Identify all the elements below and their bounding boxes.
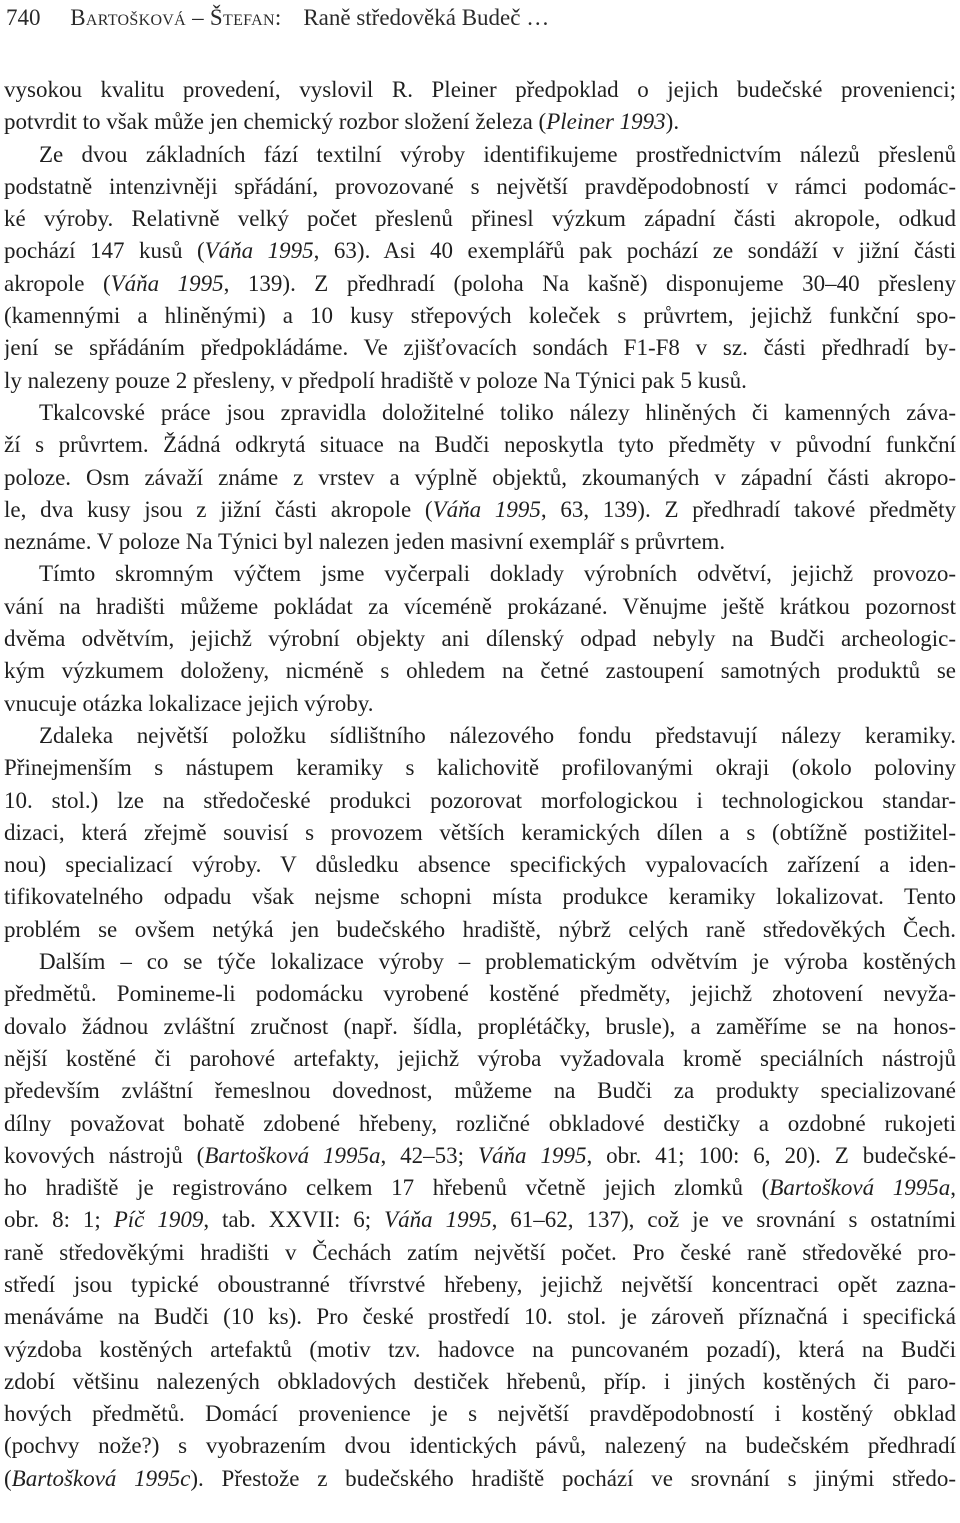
text-line: akropole (Váňa 1995, 139). Z předhradí (poloha Na kašně) disponujeme 30–40 přesleny xyxy=(4,270,956,296)
text-line: 10. stol.) lze na středočeské produkci pozorovat morfologickou i technologickou standar- xyxy=(4,787,956,813)
text-line: vysokou kvalitu provedení, vyslovil R. Pleiner předpoklad o jejich budečské provenienci; xyxy=(4,77,956,102)
header-title: Raně středověká Budeč … xyxy=(303,5,550,30)
text-line: le, dva kusy jsou z jižní části akropole (Váňa 1995, 63, 139). Z předhradí takové předměty xyxy=(4,496,956,522)
text-line: kým výzkumem doloženy, nicméně s ohledem na četné zastoupení samotných produktů se xyxy=(4,658,956,684)
text-line: dvěma odvětvím, jejichž výrobní objekty ani dílenský odpad nebyly na Budči archeologic- xyxy=(4,626,956,652)
text-line: obr. 8: 1; Píč 1909, tab. XXVII: 6; Váňa 1995, 61–62, 137), což je ve srovnání s ostatními xyxy=(4,1207,956,1233)
text-line: středí jsou typické oboustranné třívrstvé hřebeny, jejichž největší koncentraci opět zazna- xyxy=(4,1271,956,1297)
text-line: neznáme. V poloze Na Týnici byl nalezen jeden masivní exemplář s průvrtem. xyxy=(4,529,726,555)
text-line: (kamennými a hliněnými) a 10 kusy střepových koleček s průvrtem, jejichž funkční spo- xyxy=(4,303,956,329)
text-line: ho hradiště je registrováno celkem 17 hřebenů včetně jejich zlomků (Bartošková 1995a, xyxy=(4,1175,956,1201)
text-line: (pochvy nože?) s vyobrazením dvou identických pávů, nalezený na budečském předhradí xyxy=(4,1433,956,1459)
text-line: nější kostěné či parohové artefakty, jejichž výroba vyžadovala kromě speciálních nástrojů xyxy=(4,1045,956,1071)
text-line: dizaci, která zřejmě souvisí s provozem větších keramických dílen a s (obtížně postižitel- xyxy=(4,819,956,845)
text-line: jení se spřádáním předpokládáme. Ve zjišťovacích sondách F1-F8 v sz. části předhradí by- xyxy=(4,335,956,361)
text-line: (Bartošková 1995c). Přestože z budečského hradiště pochází ve srovnání s jinými středo- xyxy=(4,1465,956,1491)
text-line: Přinejmenším s nástupem keramiky s kalichovitě profilovanými okraji (okolo poloviny xyxy=(4,755,956,781)
text-line: hových předmětů. Domácí provenience je s největší pravděpodobností i kostěný obklad xyxy=(4,1401,956,1427)
text-line: ly nalezeny pouze 2 přesleny, v předpolí hradiště v poloze Na Týnici pak 5 kusů. xyxy=(4,367,747,393)
text-line: raně středověkými hradišti v Čechách zatím největší počet. Pro české raně středověké pro- xyxy=(4,1239,956,1265)
text-line: vání na hradišti můžeme pokládat za víceméně prokázané. Věnujme ještě krátkou pozornost xyxy=(4,593,956,619)
text-line: dílny považovat bohatě zdobené hřebeny, rozličné obkladové destičky a ozdobné rukojeti xyxy=(4,1110,956,1136)
text-line: tifikovatelného odpadu však nejsme schopni místa produkce keramiky lokalizovat. Tento xyxy=(4,884,956,910)
text-line: pochází 147 kusů (Váňa 1995, 63). Asi 40 exemplářů pak pochází ze sondáží v jižní části xyxy=(4,238,956,264)
text-line: vnucuje otázka lokalizace jejich výroby. xyxy=(4,690,374,716)
text-line: poloze. Osm závaží známe z vrstev a výplně objektů, zkoumaných v západní části akropo- xyxy=(4,464,956,490)
text-line: ží s průvrtem. Žádná odkrytá situace na Budči neposkytla tyto předměty v původní funkční xyxy=(4,432,956,458)
text-line: především zvláštní řemeslnou dovednost, můžeme na Budči za produkty specializované xyxy=(4,1078,956,1104)
text-line: Zdaleka největší položku sídlištního nálezového fondu představují nálezy keramiky. xyxy=(39,722,956,748)
text-line: předmětů. Pomineme-li podomácku vyrobené kostěné předměty, jejichž zhotovení nevyža- xyxy=(4,981,956,1007)
text-line: podstatně intenzivněji spřádání, provozované s největší pravděpodobností v rámci podomác- xyxy=(4,173,956,199)
text-line: Tkalcovské práce jsou zpravidla doložitelné toliko nálezy hliněných či kamenných záva- xyxy=(39,399,956,425)
body-text xyxy=(4,74,956,1495)
text-line: kovových nástrojů (Bartošková 1995a, 42–53; Váňa 1995, obr. 41; 100: 6, 20). Z budečské- xyxy=(4,1142,956,1168)
text-line: potvrdit to však může jen chemický rozbor složení železa (Pleiner 1993). xyxy=(4,109,680,135)
text-line: nou) specializací výroby. V důsledku absence specifických vypalovacích zařízení a iden- xyxy=(4,852,956,878)
text-line: Ze dvou základních fází textilní výroby identifikujeme prostřednictvím nálezů přeslenů xyxy=(39,141,956,167)
text-line: problém se ovšem netýká jen budečského hradiště, nýbrž celých raně středověkých Čech. xyxy=(4,916,956,942)
text-line: výzdoba kostěných artefaktů (motiv tzv. hadovce na puncovaném pozadí), která na Budči xyxy=(4,1336,956,1362)
text-line: dovalo žádnou zvláštní zručnost (např. šídla, proplétáčky, brusle), a zaměříme se na honos- xyxy=(4,1013,956,1039)
text-line: Tímto skromným výčtem jsme vyčerpali doklady výrobních odvětví, jejichž provozo- xyxy=(39,561,956,587)
text-line: ké výroby. Relativně velký počet přeslenů přinesl výzkum západní části akropole, odkud xyxy=(4,206,956,232)
text-line: zdobí většinu nalezených obkladových destiček hřebenů, příp. i jiných kostěných či paro- xyxy=(4,1368,956,1394)
header-authors: Bartošková – Štefan: xyxy=(70,5,282,30)
text-line: menáváme na Budči (10 ks). Pro české prostředí 10. stol. je zároveň příznačná i specifická xyxy=(4,1304,956,1330)
running-header xyxy=(6,3,549,33)
text-line: Dalším – co se týče lokalizace výroby – problematickým odvětvím je výroba kostěných xyxy=(39,949,956,975)
page-number: 740 xyxy=(6,5,41,30)
